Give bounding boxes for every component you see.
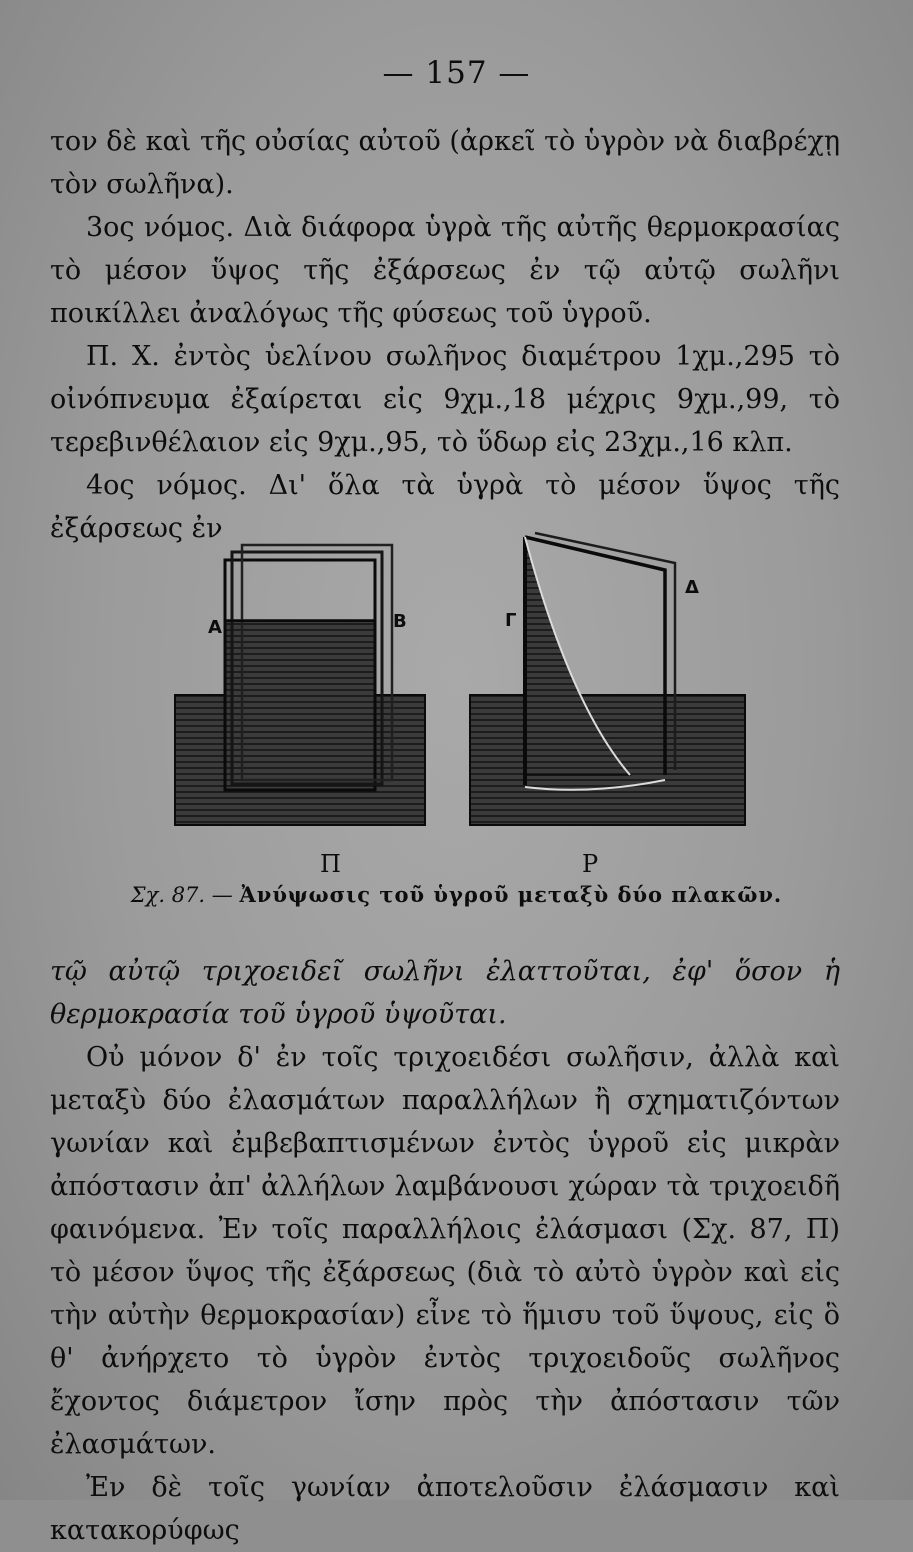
top-text-block [50, 120, 840, 550]
figure-caption [0, 882, 913, 907]
figure-illustration [170, 525, 750, 835]
left-raised-liquid [225, 620, 375, 790]
caption-title: Ἀνύψωσις τοῦ ὑγροῦ μεταξὺ δύο πλακῶν. [239, 882, 783, 907]
paragraph-plates: Οὐ μόνον δ' ἐν τοῖς τριχοειδέσι σωλῆσιν, ἀλλὰ καὶ μεταξὺ δύο ἐλασμάτων παραλλήλων ἢ σχηματιζόντων γωνίαν καὶ ἐμβεβαπτισμένων ἐντὸς ὑγροῦ εἰς μικρὰν ἀπόστασιν ἀπ' ἀλλήλων λαμβάνουσι χώραν τὰ τριχοειδῆ φαινόμενα. Ἐν τοῖς παραλλήλοις ἐλάσμασι (Σχ. 87, Π) τὸ μέσον ὕψος τῆς ἐξάρσεως (διὰ τὸ αὐτὸ ὑγρὸν καὶ εἰς τὴν αὐτὴν θερμοκρασίαν) εἶνε τὸ ἥμισυ τοῦ ὕψους, εἰς ὃ θ' ἀνήρχετο τὸ ὑγρὸν ἐντὸς τριχοειδοῦς σωλῆνος ἔχοντος διάμετρον ἴσην πρὸς τὴν ἀπόστασιν τῶν ἐλασμάτων. [50, 1042, 840, 1460]
paragraph-fourth-law-continuation: τῷ αὐτῷ τριχοειδεῖ σωλῆνι ἐλαττοῦται, ἐφ' ὅσον ἡ θερμοκρασία τοῦ ὑγροῦ ὑψοῦται. [50, 956, 840, 1030]
paragraph-fourth-law: 4ος νόμος. Δι' ὅλα τὰ ὑγρὰ τὸ μέσον ὕψος τῆς ἐξάρσεως ἐν [50, 470, 840, 544]
paragraph-continuation: τον δὲ καὶ τῆς οὐσίας αὐτοῦ (ἀρκεῖ τὸ ὑγρὸν νὰ διαβρέχῃ τὸν σωλῆνα). [50, 126, 840, 200]
figure-sublabel-left: Π [320, 850, 341, 878]
figure-label-d: Δ [685, 577, 699, 598]
paragraph-third-law: 3ος νόμος. Διὰ διάφορα ὑγρὰ τῆς αὐτῆς θερμοκρασίας τὸ μέσον ὕψος τῆς ἐξάρσεως ἐν τῷ αὐτῷ σωλῆνι ποικίλλει ἀναλόγως τῆς φύσεως τοῦ ὑγροῦ. [50, 212, 840, 329]
page-number: — 157 — [382, 55, 531, 91]
paragraph-example: Π. Χ. ἐντὸς ὑελίνου σωλῆνος διαμέτρου 1χμ.,295 τὸ οἰνόπνευμα ἐξαίρεται εἰς 9χμ.,18 μέχρις 9χμ.,99, τὸ τερεβινθέλαιον εἰς 9χμ.,95, τὸ ὕδωρ εἰς 23χμ.,16 κλπ. [50, 341, 840, 458]
figure-label-b: B [393, 611, 407, 632]
capillary-plates-figure [170, 525, 750, 835]
figure-sublabel-right: Ρ [582, 850, 599, 878]
figure-label-g: Γ [505, 610, 517, 631]
bottom-text-block [50, 950, 840, 1552]
caption-figure-number: Σχ. 87. — [130, 883, 233, 907]
paragraph-angled-plates: Ἐν δὲ τοῖς γωνίαν ἀποτελοῦσιν ἐλάσμασιν καὶ κατακορύφως [50, 1472, 840, 1546]
figure-label-a: A [208, 617, 222, 638]
